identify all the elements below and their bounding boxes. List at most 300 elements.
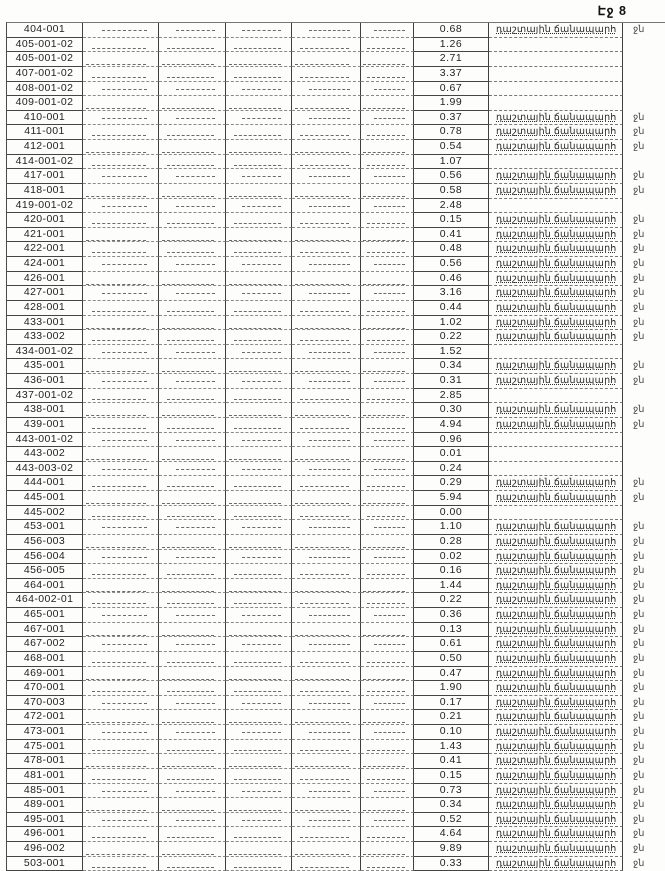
area-value-cell: 0.50: [414, 652, 489, 667]
empty-cell: [226, 608, 292, 623]
empty-cell: [83, 784, 159, 799]
empty-cell: [361, 491, 414, 506]
parcel-id-cell: 445-001: [7, 491, 83, 506]
empty-cell: [226, 301, 292, 316]
parcel-id-cell: 404-001: [7, 23, 83, 38]
parcel-id-cell: 421-001: [7, 228, 83, 243]
note-label-cell: ջն: [633, 287, 645, 299]
note-label-cell: [623, 462, 665, 477]
empty-cell: [159, 359, 226, 374]
empty-cell: [361, 579, 414, 594]
table-row: [7, 506, 665, 521]
empty-cell: [226, 359, 292, 374]
table-row: [7, 476, 665, 491]
table-row: [7, 608, 665, 623]
empty-cell: [159, 667, 226, 682]
area-value-cell: 0.29: [414, 476, 489, 491]
table-row: [7, 374, 665, 389]
area-value-cell: 1.44: [414, 579, 489, 594]
empty-cell: [226, 462, 292, 477]
empty-cell: [159, 637, 226, 652]
parcel-id-cell: 414-001-02: [7, 155, 83, 170]
empty-cell: [83, 798, 159, 813]
empty-cell: [159, 564, 226, 579]
empty-cell: [361, 23, 414, 38]
empty-cell: [83, 754, 159, 769]
empty-cell: [361, 272, 414, 287]
empty-cell: [361, 740, 414, 755]
empty-cell: [361, 681, 414, 696]
empty-cell: [292, 374, 361, 389]
table-row: [7, 403, 665, 418]
area-value-cell: 0.73: [414, 784, 489, 799]
empty-cell: [292, 316, 361, 331]
empty-cell: [361, 316, 414, 331]
parcel-id-cell: 422-001: [7, 242, 83, 257]
land-use-label-cell: [489, 96, 623, 111]
empty-cell: [159, 330, 226, 345]
table-row: [7, 652, 665, 667]
empty-cell: [226, 491, 292, 506]
empty-cell: [226, 96, 292, 111]
empty-cell: [292, 199, 361, 214]
empty-cell: [226, 725, 292, 740]
empty-cell: [83, 38, 159, 53]
table-row: [7, 125, 665, 140]
parcel-id-cell: 496-002: [7, 842, 83, 857]
empty-cell: [83, 667, 159, 682]
area-value-cell: 0.58: [414, 184, 489, 199]
empty-cell: [83, 67, 159, 82]
table-row: [7, 535, 665, 550]
empty-cell: [292, 184, 361, 199]
empty-cell: [83, 272, 159, 287]
land-use-label-cell: [489, 389, 623, 404]
note-label-cell: ջն: [633, 228, 645, 240]
parcel-id-cell: 419-001-02: [7, 199, 83, 214]
parcel-id-cell: 445-002: [7, 506, 83, 521]
land-use-label-cell: դաշտային ճանապարհ: [489, 652, 623, 667]
empty-cell: [226, 769, 292, 784]
empty-cell: [159, 169, 226, 184]
land-use-label-cell: դաշտային ճանապարհ: [489, 754, 623, 769]
parcel-id-cell: 434-001-02: [7, 345, 83, 360]
area-value-cell: 0.00: [414, 506, 489, 521]
empty-cell: [83, 637, 159, 652]
land-use-label-cell: [489, 38, 623, 53]
parcel-id-cell: 496-001: [7, 827, 83, 842]
parcel-id-cell: 426-001: [7, 272, 83, 287]
empty-cell: [292, 725, 361, 740]
empty-cell: [292, 798, 361, 813]
empty-cell: [361, 550, 414, 565]
area-value-cell: 0.96: [414, 433, 489, 448]
area-value-cell: 1.07: [414, 155, 489, 170]
land-use-label-cell: դաշտային ճանապարհ: [489, 827, 623, 842]
empty-cell: [226, 67, 292, 82]
empty-cell: [292, 476, 361, 491]
parcel-id-cell: 417-001: [7, 169, 83, 184]
parcel-id-cell: 409-001-02: [7, 96, 83, 111]
note-label-cell: [623, 67, 665, 82]
area-value-cell: 3.16: [414, 286, 489, 301]
parcel-id-cell: 456-005: [7, 564, 83, 579]
note-label-cell: ջն: [633, 331, 645, 343]
empty-cell: [83, 140, 159, 155]
note-label-cell: ջն: [633, 813, 645, 825]
table-row: [7, 418, 665, 433]
area-value-cell: 0.37: [414, 111, 489, 126]
empty-cell: [226, 652, 292, 667]
land-use-label-cell: [489, 155, 623, 170]
table-row: [7, 184, 665, 199]
empty-cell: [292, 389, 361, 404]
parcel-id-cell: 408-001-02: [7, 82, 83, 97]
empty-cell: [83, 652, 159, 667]
note-label-cell: ջն: [633, 418, 645, 430]
empty-cell: [159, 389, 226, 404]
empty-cell: [83, 403, 159, 418]
table-row: [7, 593, 665, 608]
empty-cell: [83, 593, 159, 608]
empty-cell: [83, 23, 159, 38]
area-value-cell: 1.90: [414, 681, 489, 696]
empty-cell: [159, 769, 226, 784]
empty-cell: [83, 769, 159, 784]
table-row: [7, 389, 665, 404]
empty-cell: [83, 125, 159, 140]
empty-cell: [226, 476, 292, 491]
empty-cell: [292, 111, 361, 126]
empty-cell: [292, 82, 361, 97]
empty-cell: [292, 667, 361, 682]
empty-cell: [83, 345, 159, 360]
empty-cell: [83, 608, 159, 623]
note-label-cell: ջն: [633, 535, 645, 547]
empty-cell: [159, 681, 226, 696]
table-row: [7, 433, 665, 448]
note-label-cell: ջն: [633, 258, 645, 269]
empty-cell: [159, 286, 226, 301]
empty-cell: [361, 330, 414, 345]
empty-cell: [292, 169, 361, 184]
empty-cell: [226, 330, 292, 345]
land-use-label-cell: դաշտային ճանապարհ: [489, 667, 623, 682]
note-label-cell: [623, 447, 665, 462]
note-label-cell: [623, 38, 665, 53]
empty-cell: [159, 301, 226, 316]
land-use-label-cell: դաշտային ճանապարհ: [489, 813, 623, 828]
land-use-label-cell: [489, 462, 623, 477]
empty-cell: [159, 491, 226, 506]
note-label-cell: ջն: [633, 740, 645, 752]
empty-cell: [361, 842, 414, 857]
table-row: [7, 798, 665, 813]
empty-cell: [361, 637, 414, 652]
empty-cell: [361, 520, 414, 535]
land-use-label-cell: [489, 345, 623, 360]
empty-cell: [361, 447, 414, 462]
area-value-cell: 0.67: [414, 82, 489, 97]
table-row: [7, 813, 665, 828]
parcel-id-cell: 485-001: [7, 784, 83, 799]
note-label-cell: [623, 52, 665, 67]
empty-cell: [83, 462, 159, 477]
empty-cell: [159, 827, 226, 842]
table-row: [7, 564, 665, 579]
empty-cell: [361, 257, 414, 272]
empty-cell: [83, 506, 159, 521]
empty-cell: [292, 228, 361, 243]
table-row: [7, 681, 665, 696]
empty-cell: [292, 67, 361, 82]
empty-cell: [292, 359, 361, 374]
empty-cell: [361, 389, 414, 404]
land-use-label-cell: դաշտային ճանապարհ: [489, 579, 623, 594]
empty-cell: [226, 242, 292, 257]
table-row: [7, 286, 665, 301]
land-use-label-cell: դաշտային ճանապարհ: [489, 681, 623, 696]
table-row: [7, 316, 665, 331]
empty-cell: [159, 67, 226, 82]
land-use-label-cell: դաշտային ճանապարհ: [489, 608, 623, 623]
empty-cell: [226, 184, 292, 199]
area-value-cell: 0.30: [414, 403, 489, 418]
empty-cell: [361, 652, 414, 667]
empty-cell: [226, 38, 292, 53]
note-label-cell: ջն: [633, 184, 645, 196]
empty-cell: [361, 140, 414, 155]
parcel-id-cell: 489-001: [7, 798, 83, 813]
area-value-cell: 0.16: [414, 564, 489, 579]
empty-cell: [361, 374, 414, 389]
empty-cell: [83, 681, 159, 696]
empty-cell: [226, 82, 292, 97]
empty-cell: [159, 593, 226, 608]
page-number-label: Էջ 8: [597, 4, 627, 18]
empty-cell: [83, 433, 159, 448]
area-value-cell: 1.99: [414, 96, 489, 111]
empty-cell: [292, 257, 361, 272]
land-use-label-cell: դաշտային ճանապարհ: [489, 242, 623, 257]
empty-cell: [361, 623, 414, 638]
area-value-cell: 0.28: [414, 535, 489, 550]
note-label-cell: ջն: [633, 784, 645, 796]
empty-cell: [159, 652, 226, 667]
land-use-label-cell: դաշտային ճանապարհ: [489, 125, 623, 140]
empty-cell: [292, 593, 361, 608]
parcel-id-cell: 443-001-02: [7, 433, 83, 448]
empty-cell: [159, 476, 226, 491]
area-value-cell: 0.22: [414, 593, 489, 608]
parcel-id-cell: 478-001: [7, 754, 83, 769]
note-label-cell: ջն: [633, 316, 645, 328]
note-label-cell: ջն: [633, 638, 645, 650]
note-label-cell: ջն: [633, 521, 645, 533]
note-label-cell: ջն: [633, 243, 645, 255]
empty-cell: [226, 579, 292, 594]
table-row: [7, 579, 665, 594]
area-value-cell: 1.43: [414, 740, 489, 755]
empty-cell: [292, 403, 361, 418]
empty-cell: [159, 242, 226, 257]
empty-cell: [292, 681, 361, 696]
empty-cell: [83, 359, 159, 374]
parcel-id-cell: 503-001: [7, 857, 83, 871]
empty-cell: [159, 374, 226, 389]
empty-cell: [226, 623, 292, 638]
parcel-id-cell: 433-001: [7, 316, 83, 331]
parcel-id-cell: 456-003: [7, 535, 83, 550]
note-label-cell: ջն: [633, 755, 645, 767]
note-label-cell: ջն: [633, 214, 645, 226]
land-use-label-cell: դաշտային ճանապարհ: [489, 228, 623, 243]
empty-cell: [159, 696, 226, 711]
note-label-cell: ջն: [633, 609, 645, 620]
note-label-cell: ջն: [633, 141, 645, 152]
table-row: [7, 550, 665, 565]
empty-cell: [83, 696, 159, 711]
empty-cell: [83, 155, 159, 170]
empty-cell: [226, 798, 292, 813]
note-label-cell: ջն: [633, 301, 645, 313]
land-use-label-cell: դաշտային ճանապարհ: [489, 784, 623, 799]
land-use-label-cell: դաշտային ճանապարհ: [489, 23, 623, 38]
area-value-cell: 0.31: [414, 374, 489, 389]
empty-cell: [226, 710, 292, 725]
table-row: [7, 359, 665, 374]
area-value-cell: 4.64: [414, 827, 489, 842]
empty-cell: [292, 23, 361, 38]
note-label-cell: ջն: [633, 828, 645, 840]
parcel-id-cell: 469-001: [7, 667, 83, 682]
empty-cell: [361, 462, 414, 477]
empty-cell: [292, 520, 361, 535]
empty-cell: [83, 740, 159, 755]
table-row: [7, 842, 665, 857]
land-use-label-cell: [489, 506, 623, 521]
empty-cell: [226, 827, 292, 842]
area-value-cell: 1.52: [414, 345, 489, 360]
table-row: [7, 637, 665, 652]
empty-cell: [159, 140, 226, 155]
parcel-id-cell: 427-001: [7, 286, 83, 301]
note-label-cell: [623, 433, 665, 448]
empty-cell: [83, 418, 159, 433]
empty-cell: [226, 681, 292, 696]
table-row: [7, 38, 665, 53]
empty-cell: [361, 710, 414, 725]
parcel-id-cell: 418-001: [7, 184, 83, 199]
empty-cell: [361, 593, 414, 608]
empty-cell: [361, 213, 414, 228]
land-use-label-cell: դաշտային ճանապարհ: [489, 418, 623, 433]
empty-cell: [83, 286, 159, 301]
table-row: [7, 857, 665, 871]
land-use-label-cell: [489, 199, 623, 214]
area-value-cell: 0.22: [414, 330, 489, 345]
empty-cell: [361, 82, 414, 97]
area-value-cell: 3.37: [414, 67, 489, 82]
note-label-cell: ջն: [633, 769, 645, 781]
empty-cell: [159, 842, 226, 857]
empty-cell: [292, 345, 361, 360]
empty-cell: [226, 125, 292, 140]
area-value-cell: 5.94: [414, 491, 489, 506]
empty-cell: [361, 564, 414, 579]
area-value-cell: 0.68: [414, 23, 489, 38]
table-row: [7, 301, 665, 316]
table-row: [7, 784, 665, 799]
empty-cell: [83, 316, 159, 331]
table-row: [7, 199, 665, 214]
parcel-id-cell: 467-002: [7, 637, 83, 652]
empty-cell: [226, 813, 292, 828]
empty-cell: [361, 725, 414, 740]
empty-cell: [159, 550, 226, 565]
empty-cell: [83, 242, 159, 257]
parcel-id-cell: 412-001: [7, 140, 83, 155]
empty-cell: [226, 418, 292, 433]
area-value-cell: 0.34: [414, 798, 489, 813]
empty-cell: [159, 433, 226, 448]
empty-cell: [292, 710, 361, 725]
empty-cell: [292, 96, 361, 111]
empty-cell: [226, 637, 292, 652]
empty-cell: [159, 462, 226, 477]
empty-cell: [83, 564, 159, 579]
area-value-cell: 0.44: [414, 301, 489, 316]
area-value-cell: 0.46: [414, 272, 489, 287]
empty-cell: [83, 710, 159, 725]
empty-cell: [226, 784, 292, 799]
empty-cell: [159, 345, 226, 360]
parcel-id-cell: 456-004: [7, 550, 83, 565]
land-use-label-cell: դաշտային ճանապարհ: [489, 857, 623, 871]
empty-cell: [361, 696, 414, 711]
parcel-id-cell: 443-003-02: [7, 462, 83, 477]
empty-cell: [83, 228, 159, 243]
empty-cell: [159, 740, 226, 755]
empty-cell: [292, 652, 361, 667]
table-row: [7, 447, 665, 462]
empty-cell: [361, 111, 414, 126]
table-row: [7, 213, 665, 228]
empty-cell: [226, 842, 292, 857]
area-value-cell: 2.71: [414, 52, 489, 67]
empty-cell: [226, 389, 292, 404]
empty-cell: [292, 140, 361, 155]
area-value-cell: 0.41: [414, 754, 489, 769]
area-value-cell: 0.15: [414, 213, 489, 228]
empty-cell: [226, 272, 292, 287]
empty-cell: [361, 359, 414, 374]
empty-cell: [292, 506, 361, 521]
parcel-id-cell: 475-001: [7, 740, 83, 755]
parcel-id-cell: 437-001-02: [7, 389, 83, 404]
table-row: [7, 272, 665, 287]
land-use-label-cell: դաշտային ճանապարհ: [489, 637, 623, 652]
empty-cell: [159, 52, 226, 67]
parcel-id-cell: 424-001: [7, 257, 83, 272]
empty-cell: [226, 345, 292, 360]
empty-cell: [159, 82, 226, 97]
area-value-cell: 0.78: [414, 125, 489, 140]
land-use-label-cell: [489, 447, 623, 462]
table-row: [7, 140, 665, 155]
empty-cell: [361, 857, 414, 871]
parcel-id-cell: 407-001-02: [7, 67, 83, 82]
